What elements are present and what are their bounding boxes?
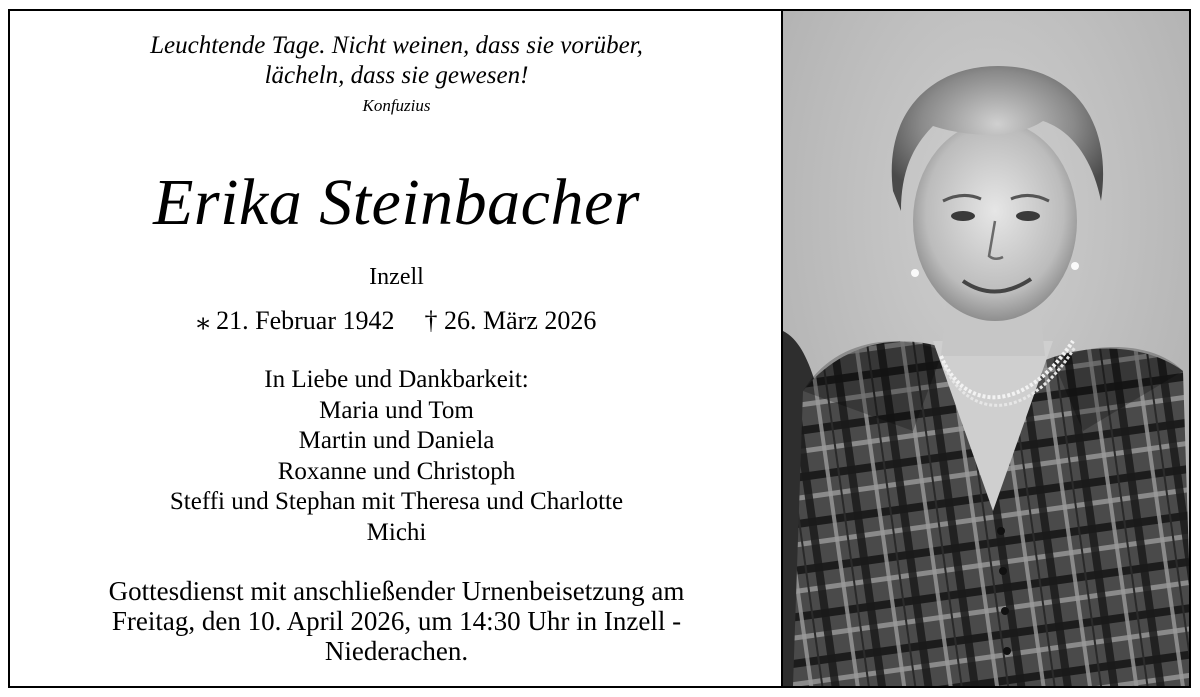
quote-source: Konfuzius	[362, 96, 431, 115]
service-line: Gottesdienst mit anschließender Urnenbeisetzung am	[108, 576, 685, 606]
mourners-intro: In Liebe und Dankbarkeit:	[264, 366, 529, 393]
service-info	[10, 576, 783, 666]
death-date: † 26. März 2026	[424, 306, 597, 335]
quote-line: lächeln, dass sie gewesen!	[264, 62, 529, 89]
portrait-illustration	[783, 11, 1189, 686]
mourner-name: Roxanne und Christoph	[277, 457, 516, 485]
quote-line: Leuchtende Tage. Nicht weinen, dass sie vorüber,	[150, 32, 643, 59]
quote	[10, 31, 783, 91]
mourner-name: Martin und Daniela	[298, 427, 495, 454]
life-dates	[10, 305, 783, 337]
birth-date: ⁎ 21. Februar 1942	[196, 306, 395, 335]
text-column	[10, 11, 783, 686]
obituary-frame	[8, 9, 1191, 688]
mourner-name: Michi	[366, 518, 427, 546]
deceased-name: Erika Steinbacher	[153, 166, 640, 239]
service-line: Niederachen.	[324, 636, 469, 666]
service-line: Freitag, den 10. April 2026, um 14:30 Uhr in Inzell -	[111, 606, 682, 636]
portrait-photo	[781, 11, 1189, 686]
mourner-name: Maria und Tom	[319, 396, 474, 424]
mourners	[10, 365, 783, 548]
mourner-name: Steffi und Stephan mit Theresa und Charlotte	[169, 488, 624, 515]
deceased-place: Inzell	[369, 264, 424, 290]
